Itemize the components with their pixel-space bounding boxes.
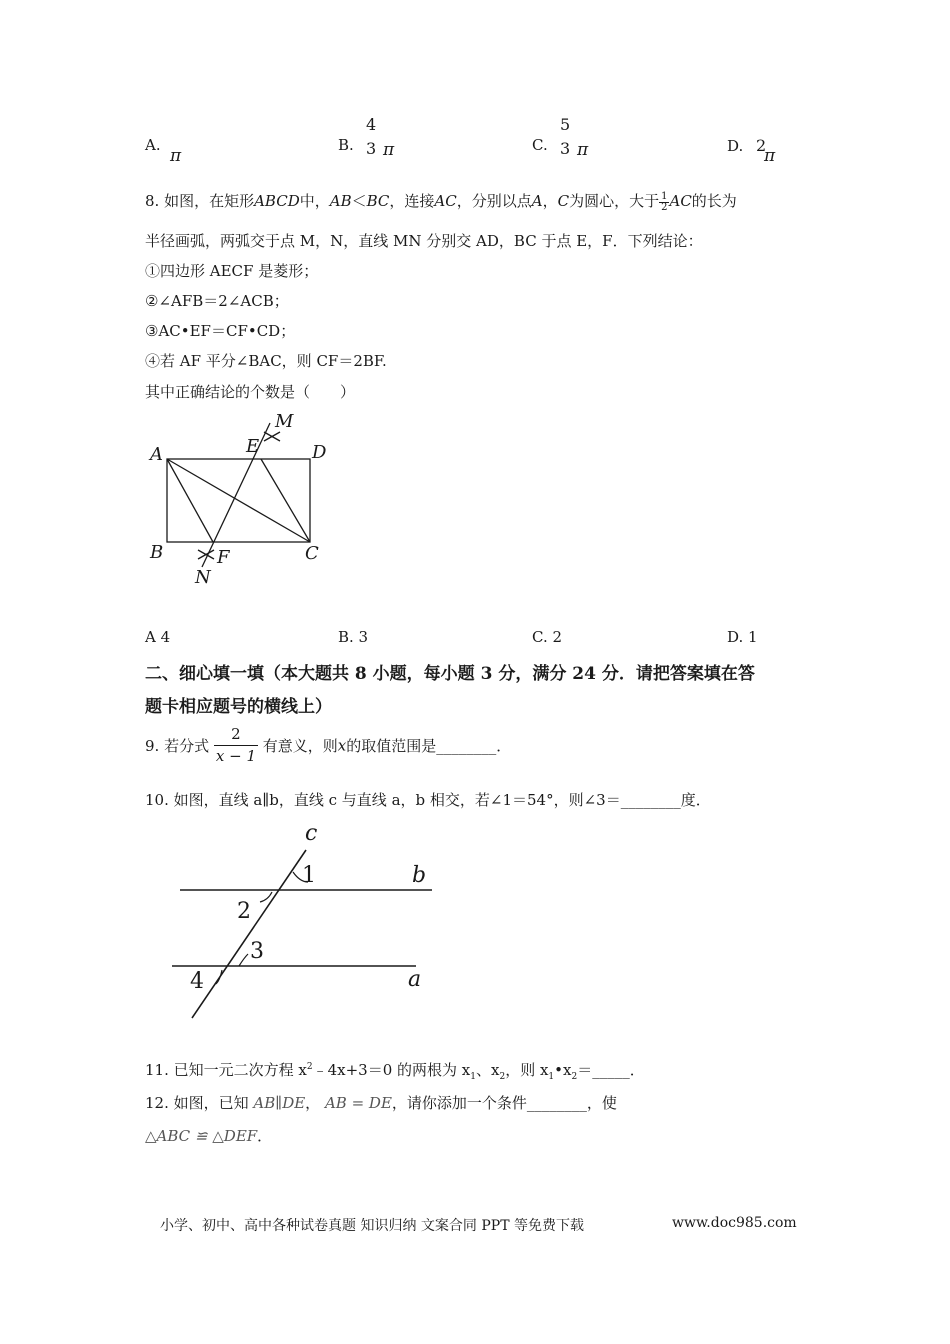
- label-3: 3: [250, 939, 264, 964]
- q9-var: x: [337, 736, 347, 755]
- q8-text: ，连接: [389, 192, 435, 210]
- q8-conclusion-4: ④若 AF 平分∠BAC，则 CF＝2BF.: [145, 352, 387, 370]
- q12-line1: [145, 1092, 617, 1113]
- q9-text: 有意义，则: [262, 737, 338, 755]
- q7-option-a-pi: π: [170, 146, 182, 166]
- q7-b-pi: π: [382, 140, 395, 160]
- q9-text: 的取值范围是________．: [346, 737, 512, 755]
- q8-text: 中，: [299, 192, 330, 210]
- line-mn: [202, 423, 270, 567]
- q7-c-denominator: 3: [560, 139, 571, 158]
- q8-text: ，: [542, 192, 558, 210]
- q11-sub: 1: [548, 1072, 555, 1082]
- label-a: a: [408, 967, 422, 992]
- q8-var: A: [531, 192, 543, 210]
- q7-b-denominator: 3: [366, 139, 377, 158]
- label-c: C: [305, 543, 319, 564]
- q7-c-pi: π: [576, 140, 589, 160]
- label-d: D: [312, 442, 327, 463]
- q9: [145, 727, 511, 764]
- q8-conclusion-1: ①四边形 AECF 是菱形；: [145, 262, 319, 280]
- q8-conclusion-3: ③AC•EF＝CF•CD；: [145, 322, 296, 340]
- q7-option-a: [145, 136, 161, 154]
- q7-option-c-frac: [558, 115, 589, 160]
- q8-text: ＜: [351, 192, 367, 210]
- q7-b-numerator: 4: [366, 115, 377, 134]
- q11-text: ﹣4x+3＝0 的两根为 x: [312, 1061, 471, 1079]
- q11-sup: 2: [306, 1062, 313, 1072]
- segment-af: [167, 459, 213, 542]
- q10-text: 10. 如图，直线 a∥b，直线 c 与直线 a，b 相交，若∠1＝54°，则∠3＝________度．: [145, 791, 711, 809]
- q12-line2: [145, 1125, 272, 1146]
- q11-sub: 1: [470, 1072, 476, 1082]
- q11-text: •x: [554, 1061, 572, 1079]
- q12-text: 12. 如图，已知: [145, 1094, 249, 1112]
- label-e: E: [246, 436, 260, 457]
- q11-text: 、x: [475, 1061, 500, 1079]
- diagonal-ac: [167, 459, 310, 542]
- q12-condition-parallel: AB∥DE: [253, 1094, 306, 1112]
- q9-denominator: x − 1: [215, 747, 256, 765]
- q8-option-d: D. 1: [727, 628, 758, 646]
- label-n: N: [195, 567, 211, 588]
- q7-c-numerator: 5: [560, 115, 571, 134]
- q9-fraction: [214, 727, 258, 764]
- q8-var: AC: [669, 192, 692, 210]
- angle-arc-3: [239, 954, 248, 966]
- q8-line2: 半径画弧，两弧交于点 M，N，直线 MN 分别交 AD，BC 于点 E，F．下列结论：: [145, 232, 703, 250]
- q7-d-pi: π: [764, 146, 776, 166]
- q8-text: 为圆心，大于: [569, 192, 660, 210]
- label-m: M: [275, 411, 294, 432]
- q12-condition-equal: AB = DE: [324, 1094, 392, 1112]
- q8-var: C: [557, 192, 570, 210]
- q7-option-a-label: A.: [145, 136, 161, 154]
- q11-text: 11. 已知一元二次方程 x: [145, 1061, 307, 1079]
- q8-half-fraction: [659, 192, 669, 213]
- footer-url[interactable]: www.doc985.com: [672, 1215, 797, 1231]
- label-a: A: [150, 444, 163, 465]
- q7-option-b-label: B.: [338, 136, 354, 154]
- line-c: [192, 850, 306, 1018]
- q12-text: ．: [257, 1127, 273, 1145]
- q8-half-den: 2: [661, 201, 668, 213]
- label-b: B: [150, 542, 164, 563]
- q8-option-c: C. 2: [532, 628, 563, 646]
- q12-text: ，: [305, 1094, 321, 1112]
- q8-var: ABCD: [254, 192, 300, 210]
- q8-line1: [145, 190, 737, 213]
- footer-left: 小学、初中、高中各种试卷真题 知识归纳 文案合同 PPT 等免费下载: [160, 1218, 584, 1234]
- label-b: b: [412, 863, 427, 888]
- q8-text: 的长为: [691, 192, 737, 210]
- q8-var: AB: [329, 192, 352, 210]
- segment-ec: [261, 459, 310, 542]
- q7-option-d: [727, 136, 766, 155]
- q7-option-b: [338, 136, 354, 154]
- q7-option-c: [532, 136, 548, 154]
- label-2: 2: [237, 899, 251, 924]
- label-f: F: [217, 547, 230, 568]
- section-2-heading-line1: 二、细心填一填（本大题共 8 小题，每小题 3 分，满分 24 分．请把答案填在答: [145, 664, 755, 684]
- label-c: c: [305, 821, 318, 846]
- q8-var: AC: [434, 192, 457, 210]
- q8-question: 其中正确结论的个数是（ ）: [145, 383, 356, 401]
- q8-var: BC: [366, 192, 390, 210]
- q8-rectangle-figure: [140, 405, 340, 590]
- q7-option-c-label: C.: [532, 136, 548, 154]
- q7-d-coef: 2: [756, 136, 767, 155]
- q11-text: ＝_____．: [577, 1061, 645, 1079]
- q12-congruence: △ABC ≌ △DEF: [145, 1127, 258, 1145]
- label-4: 4: [190, 969, 204, 994]
- q9-text: 9. 若分式: [145, 737, 210, 755]
- section-2-heading-line2: 题卡相应题号的横线上）: [145, 697, 332, 717]
- q7-option-b-frac: [364, 115, 395, 160]
- q9-numerator: 2: [231, 725, 241, 743]
- q11-sub: 2: [571, 1072, 578, 1082]
- q11-text: ，则 x: [505, 1061, 549, 1079]
- angle-arc-2: [260, 892, 272, 902]
- label-1: 1: [302, 863, 316, 888]
- q11-sub: 2: [499, 1072, 506, 1082]
- q11: [145, 1059, 645, 1082]
- q8-option-a: A 4: [145, 628, 171, 646]
- q8-option-b: B. 3: [338, 628, 369, 646]
- q8-text: 8. 如图，在矩形: [145, 192, 255, 210]
- q10-parallel-lines-figure: [160, 820, 450, 1030]
- q7-option-d-label: D.: [727, 137, 744, 155]
- q8-text: ，分别以点: [456, 192, 532, 210]
- q8-conclusion-2: ②∠AFB＝2∠ACB；: [145, 292, 289, 310]
- q12-text: ，请你添加一个条件________，使: [391, 1094, 617, 1112]
- q8-half-num: 1: [661, 190, 668, 202]
